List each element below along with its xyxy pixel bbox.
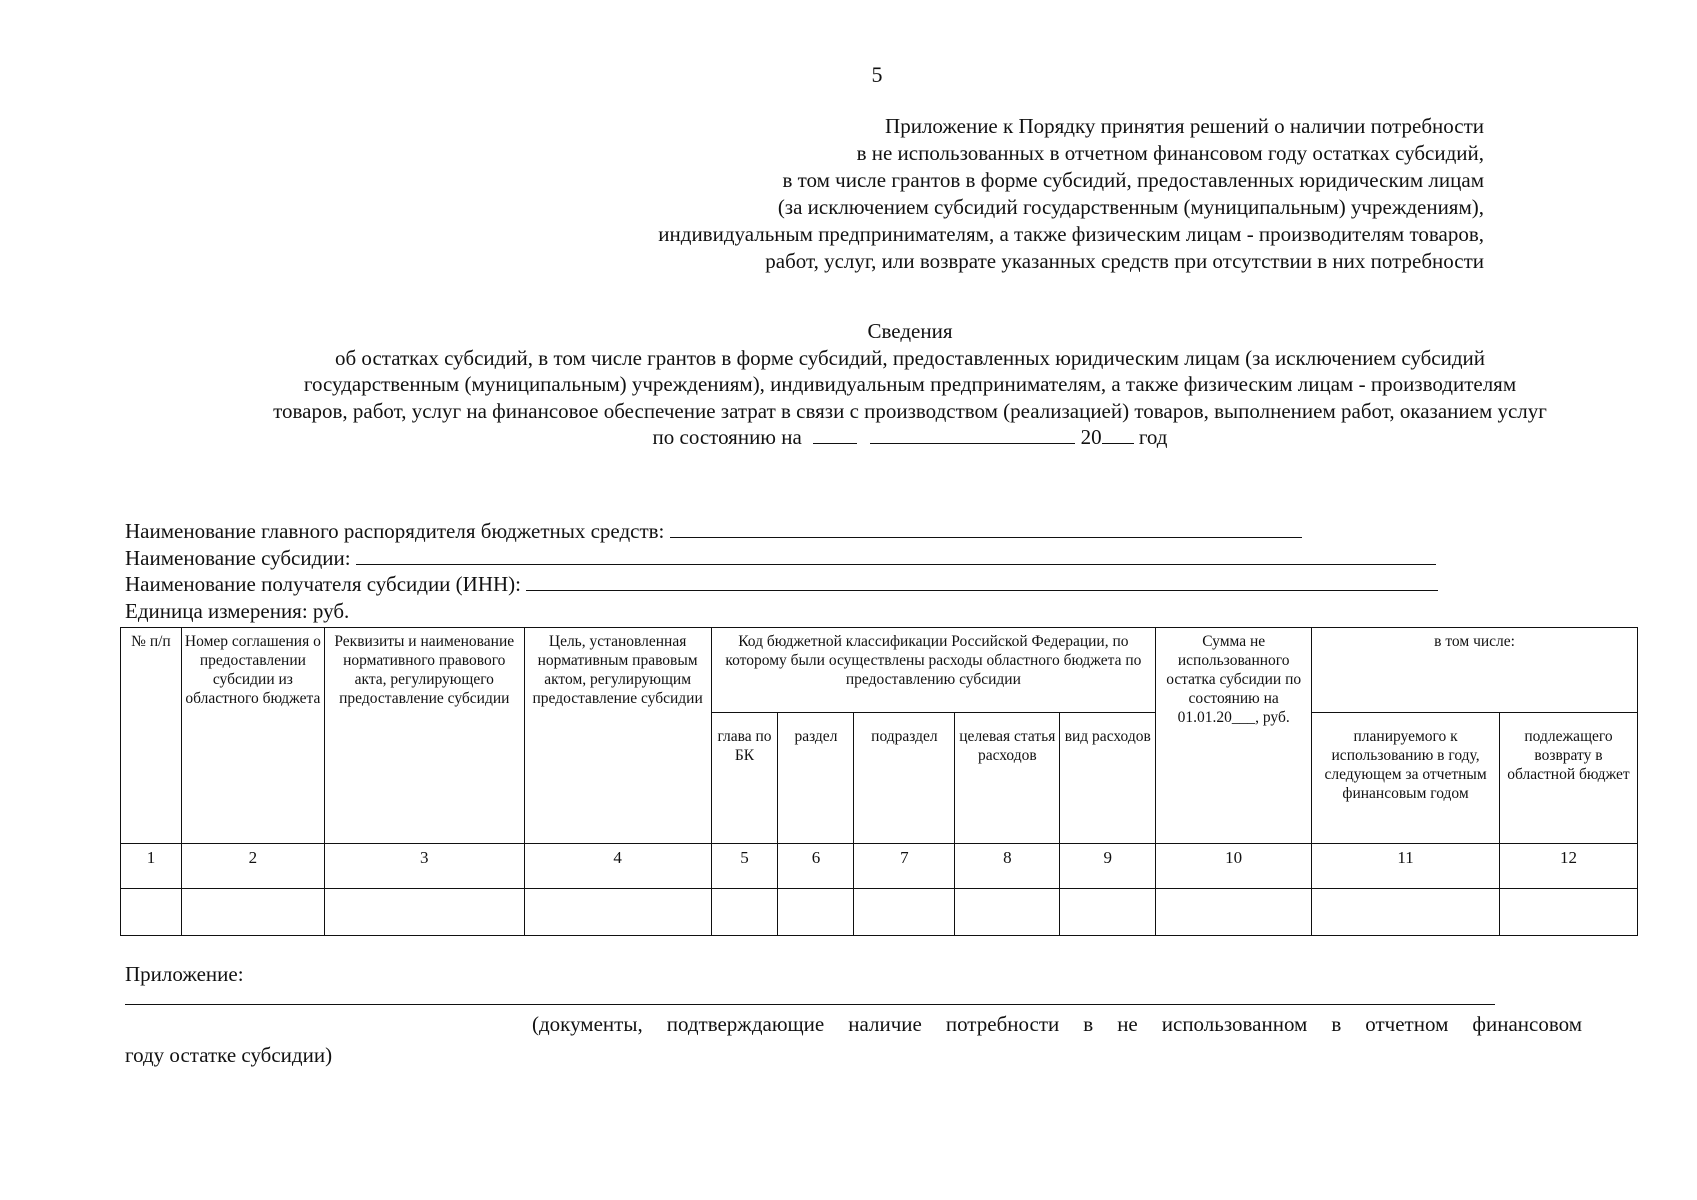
- attachment-note: (документы, подтверждающие наличие потребности в не использованном в отчетном финансовом: [532, 1012, 1582, 1036]
- date-prefix: по состоянию на: [652, 425, 802, 449]
- manager-field: [125, 518, 1438, 545]
- subsidy-field: [125, 545, 1438, 572]
- attachment-label: Приложение:: [125, 962, 244, 986]
- header-celevaya: целевая статья расходов: [955, 713, 1060, 844]
- empty-cell[interactable]: [1060, 889, 1156, 936]
- manager-label: Наименование главного распорядителя бюджетных средств:: [125, 519, 665, 543]
- title-line: государственным (муниципальным) учреждениям), индивидуальным предпринимателям, а также физическим лицам - производителям: [303, 372, 1517, 396]
- header-razdel: раздел: [778, 713, 854, 844]
- empty-cell[interactable]: [955, 889, 1060, 936]
- header-bk-group: Код бюджетной классификации Российской Федерации, по которому были осуществлены расходы областного бюджета по предоставлению субсидии: [711, 628, 1156, 713]
- manager-blank[interactable]: [670, 518, 1302, 538]
- column-number: 2: [181, 844, 324, 889]
- form-fields: [125, 518, 1438, 624]
- date-year: 20: [1080, 425, 1102, 449]
- appendix-line: (за исключением субсидий государственным (муниципальным) учреждениям),: [777, 195, 1484, 219]
- header-row: [121, 628, 1638, 713]
- recipient-blank[interactable]: [526, 571, 1438, 591]
- appendix-line: работ, услуг, или возврате указанных средств при отсутствии в них потребности: [765, 249, 1484, 273]
- empty-cell[interactable]: [1312, 889, 1500, 936]
- empty-cell[interactable]: [121, 889, 182, 936]
- title-line: товаров, работ, услуг на финансовое обеспечение затрат в связи с производством (реализацией) товаров, выполнением работ, оказанием услуг: [273, 398, 1547, 423]
- attachment-note-continued: году остатке субсидии): [125, 1043, 333, 1067]
- date-month-blank[interactable]: [870, 424, 1075, 444]
- header-podrazdel: подраздел: [854, 713, 955, 844]
- empty-cell[interactable]: [1156, 889, 1312, 936]
- column-number-row: [121, 844, 1638, 889]
- column-number: 6: [778, 844, 854, 889]
- document-title: [110, 318, 1697, 451]
- column-number: 9: [1060, 844, 1156, 889]
- title-line: об остатках субсидий, в том числе грантов в форме субсидий, предоставленных юридическим лицам (за исключением субсидий: [335, 345, 1485, 370]
- header-glava: глава по БК: [711, 713, 778, 844]
- title-date-line: [110, 424, 1697, 451]
- column-number: 10: [1156, 844, 1312, 889]
- column-number: 1: [121, 844, 182, 889]
- date-suffix: год: [1138, 425, 1168, 449]
- empty-cell[interactable]: [524, 889, 711, 936]
- header-return: подлежащего возврату в областной бюджет: [1499, 713, 1637, 844]
- appendix-line: Приложение к Порядку принятия решений о наличии потребности: [885, 114, 1484, 138]
- column-number: 4: [524, 844, 711, 889]
- header-agreement: Номер соглашения о предоставлении субсидии из областного бюджета: [181, 628, 324, 844]
- column-number: 11: [1312, 844, 1500, 889]
- empty-cell[interactable]: [324, 889, 524, 936]
- subsidy-blank[interactable]: [356, 545, 1436, 565]
- attachment-blank[interactable]: [125, 1004, 1495, 1005]
- header-no: № п/п: [121, 628, 182, 844]
- empty-cell[interactable]: [778, 889, 854, 936]
- empty-cell[interactable]: [181, 889, 324, 936]
- date-year-blank[interactable]: [1102, 424, 1134, 444]
- appendix-line: индивидуальным предпринимателям, а также физическим лицам - производителям товаров,: [658, 222, 1484, 246]
- recipient-field: [125, 571, 1438, 598]
- date-day-blank[interactable]: [813, 424, 857, 444]
- empty-cell[interactable]: [1499, 889, 1637, 936]
- column-number: 5: [711, 844, 778, 889]
- page-number: 5: [871, 62, 883, 87]
- report-table: [120, 627, 1638, 936]
- subsidy-label: Наименование субсидии:: [125, 545, 351, 570]
- empty-cell[interactable]: [854, 889, 955, 936]
- title-heading: Сведения: [867, 319, 953, 343]
- header-including: в том числе:: [1312, 628, 1638, 713]
- column-number: 3: [324, 844, 524, 889]
- appendix-header: [658, 113, 1484, 275]
- column-number: 12: [1499, 844, 1637, 889]
- header-vid: вид расходов: [1060, 713, 1156, 844]
- column-number: 8: [955, 844, 1060, 889]
- appendix-line: в не использованных в отчетном финансовом году остатках субсидий,: [856, 141, 1484, 165]
- recipient-label: Наименование получателя субсидии (ИНН):: [125, 572, 521, 596]
- header-planned: планируемого к использованию в году, следующем за отчетным финансовым годом: [1312, 713, 1500, 844]
- appendix-line: в том числе грантов в форме субсидий, предоставленных юридическим лицам: [782, 168, 1484, 192]
- header-requisites: Реквизиты и наименование нормативного правового акта, регулирующего предоставление субсидии: [324, 628, 524, 844]
- unit-label: Единица измерения: руб.: [125, 598, 350, 623]
- empty-data-row: [121, 889, 1638, 936]
- header-sum: Сумма не использованного остатка субсидии по состоянию на 01.01.20___, руб.: [1156, 628, 1312, 844]
- column-number: 7: [854, 844, 955, 889]
- empty-cell[interactable]: [711, 889, 778, 936]
- header-purpose: Цель, установленная нормативным правовым актом, регулирующим предоставление субсидии: [524, 628, 711, 844]
